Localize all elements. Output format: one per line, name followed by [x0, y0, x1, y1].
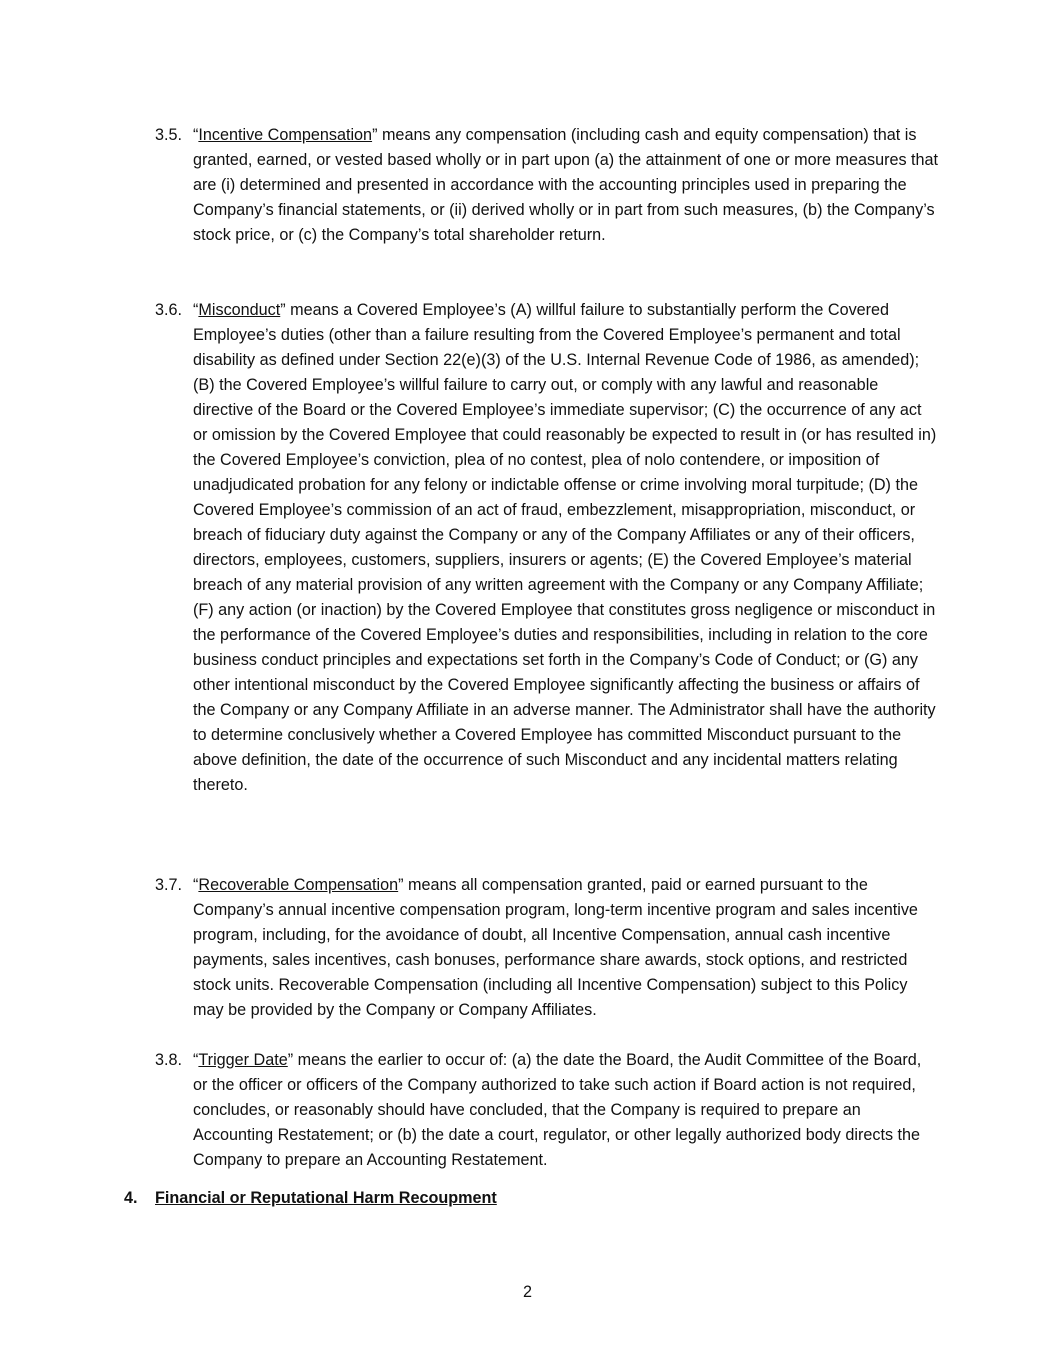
- defined-term: Misconduct: [198, 301, 281, 319]
- page-number: 2: [522, 1283, 532, 1301]
- clause-3-6: [155, 298, 940, 798]
- clause-number: 3.6.: [155, 301, 183, 319]
- open-quote: “: [193, 876, 199, 894]
- clause-number: 3.8.: [155, 1051, 183, 1069]
- clause-body: [193, 123, 940, 248]
- clause-body: [193, 298, 940, 798]
- open-quote: “: [193, 126, 199, 144]
- clause-body: [193, 873, 940, 1023]
- clause-body: [193, 1048, 940, 1173]
- section-number: 4.: [124, 1189, 138, 1207]
- defined-term: Recoverable Compensation: [198, 876, 399, 894]
- clause-text: ” means any compensation (including cash and equity compensation) that is granted, earned, or vested based wholly or in part upon (a) the attainment of one or more measures that are (i) determined and presented in accordance with the accounting principles used in preparing the Company’s financial statements, or (ii) derived wholly or in part from such measures, (b) the Company’s stock price, or (c) the Company’s total shareholder return.: [193, 126, 939, 244]
- defined-term: Trigger Date: [198, 1051, 288, 1069]
- section-title: Financial or Reputational Harm Recoupment: [155, 1189, 497, 1207]
- section-4-heading: [124, 1186, 497, 1211]
- clause-3-5: [155, 123, 940, 248]
- clause-3-7: [155, 873, 940, 1023]
- open-quote: “: [193, 1051, 199, 1069]
- clause-number: 3.7.: [155, 876, 183, 894]
- open-quote: “: [193, 301, 199, 319]
- clause-3-8: [155, 1048, 940, 1173]
- defined-term: Incentive Compensation: [198, 126, 373, 144]
- clause-text: ” means all compensation granted, paid or earned pursuant to the Company’s annual incentive compensation program, long-term incentive program and sales incentive program, including, for the avoidance of doubt, all Incentive Compensation, annual cash incentive payments, sales incentives, cash bonuses, performance share awards, stock options, and restricted stock units. Recoverable Compensation (including all Incentive Compensation) subject to this Policy may be provided by the Company or Company Affiliates.: [193, 876, 918, 1019]
- clause-text: ” means a Covered Employee’s (A) willful failure to substantially perform the Covered Employee’s duties (other than a failure resulting from the Covered Employee’s permanent and total disability as defined under Section 22(e)(3) of the U.S. Internal Revenue Code of 1986, as amended); (B) the Covered Employee’s willful failure to carry out, or comply with any lawful and reasonable directive of the Board or the Covered Employee’s immediate supervisor; (C) the occurrence of any act or omission by the Covered Employee that could reasonably be expected to result in (or has resulted in) the Covered Employee’s conviction, plea of no contest, plea of nolo contendere, or imposition of unadjudicated probation for any felony or indictable offense or crime involving moral turpitude; (D) the Covered Employee’s commission of an act of fraud, embezzlement, misappropriation, misconduct, or breach of fiduciary duty against the Company or any of the Company Affiliates or any of their officers, directors, employees, customers, suppliers, insurers or agents; (E) the Covered Employee’s material breach of any material provision of any written agreement with the Company or any Company Affiliate; (F) any action (or inaction) by the Covered Employee that constitutes gross negligence or misconduct in the performance of the Covered Employee’s duties and responsibilities, including in relation to the core business conduct principles and expectations set forth in the Company’s Code of Conduct; or (G) any other intentional misconduct by the Covered Employee significantly affecting the business or affairs of the Company or any Company Affiliate in an adverse manner. The Administrator shall have the authority to determine conclusively whether a Covered Employee has committed Misconduct pursuant to the above definition, the date of the occurrence of such Misconduct and any incidental matters relating thereto.: [193, 301, 937, 794]
- clause-text: ” means the earlier to occur of: (a) the date the Board, the Audit Committee of the Board, or the officer or officers of the Company authorized to take such action if Board action is not required, concludes, or reasonably should have concluded, that the Company is required to prepare an Accounting Restatement; or (b) the date a court, regulator, or other legally authorized body directs the Company to prepare an Accounting Restatement.: [193, 1051, 922, 1169]
- clause-number: 3.5.: [155, 126, 183, 144]
